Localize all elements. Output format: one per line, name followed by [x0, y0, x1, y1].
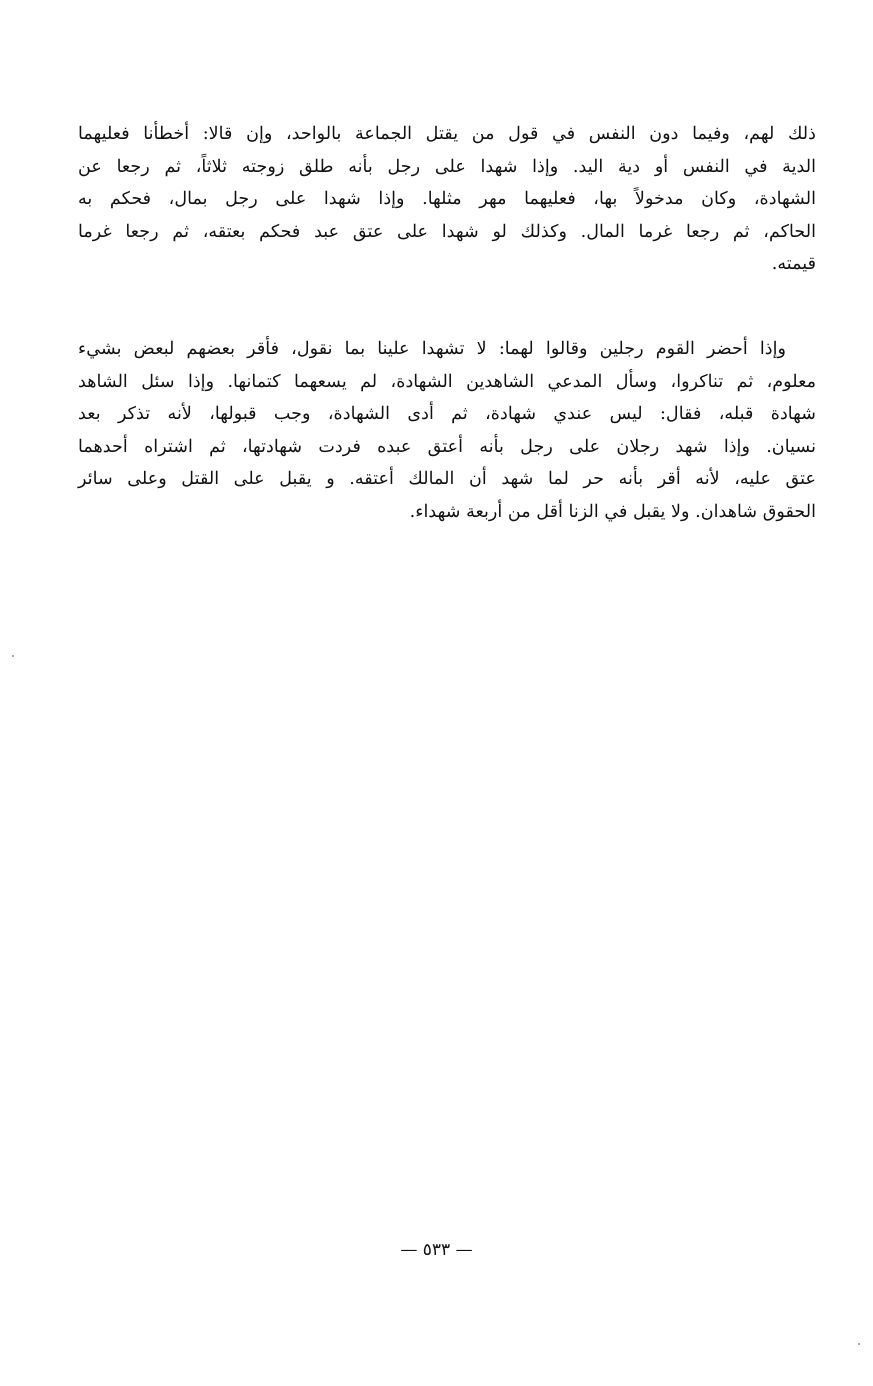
scan-speck	[858, 1343, 860, 1345]
text-line: ذلك لهم، وفيما دون النفس في قول من يقتل الجماعة بالواحد، وإن قالا: أخطأنا فعليهما	[78, 124, 816, 144]
page-number: — ٥٣٣ —	[400, 1240, 473, 1260]
text-line: الحاكم، ثم رجعا غرما المال. وكذلك لو شهدا على عتق عبد فحكم بعتقه، ثم رجعا غرما	[78, 221, 816, 242]
paragraph-1	[78, 118, 816, 281]
text-line: شهادة قبله، فقال: ليس عندي شهادة، ثم أدى الشهادة، وجب قبولها، لأنه تذكر بعد	[78, 404, 816, 425]
text-line: وإذا أحضر القوم رجلين وقالوا لهما: لا تشهدا علينا بما نقول، فأقر بعضهم لبعض بشيء	[78, 339, 786, 359]
text-line: معلوم، ثم تناكروا، وسأل المدعي الشاهدين الشهادة، لم يسعهما كتمانها. وإذا سئل الشاهد	[78, 371, 816, 392]
text-line: نسيان. وإذا شهد رجلان على رجل بأنه أعتق عبده فردت شهادتها، ثم اشتراه أحدهما	[78, 436, 816, 457]
text-line: عتق عليه، لأنه أقر بأنه حر لما شهد أن المالك أعتقه. و يقبل على القتل وعلى سائر	[78, 469, 816, 490]
text-line: الشهادة، وكان مدخولاً بها، فعليهما مهر مثلها. وإذا شهدا على رجل بمال، فحكم به	[78, 189, 816, 210]
paragraph-2	[78, 333, 816, 529]
scan-speck	[12, 655, 14, 657]
text-line: الدية في النفس أو دية اليد. وإذا شهدا على رجل بأنه طلق زوجته ثلاثاً، ثم رجعا عن	[78, 156, 816, 177]
text-line: قيمته.	[771, 254, 816, 275]
text-line: الحقوق شاهدان. ولا يقبل في الزنا أقل من أربعة شهداء.	[409, 501, 816, 522]
